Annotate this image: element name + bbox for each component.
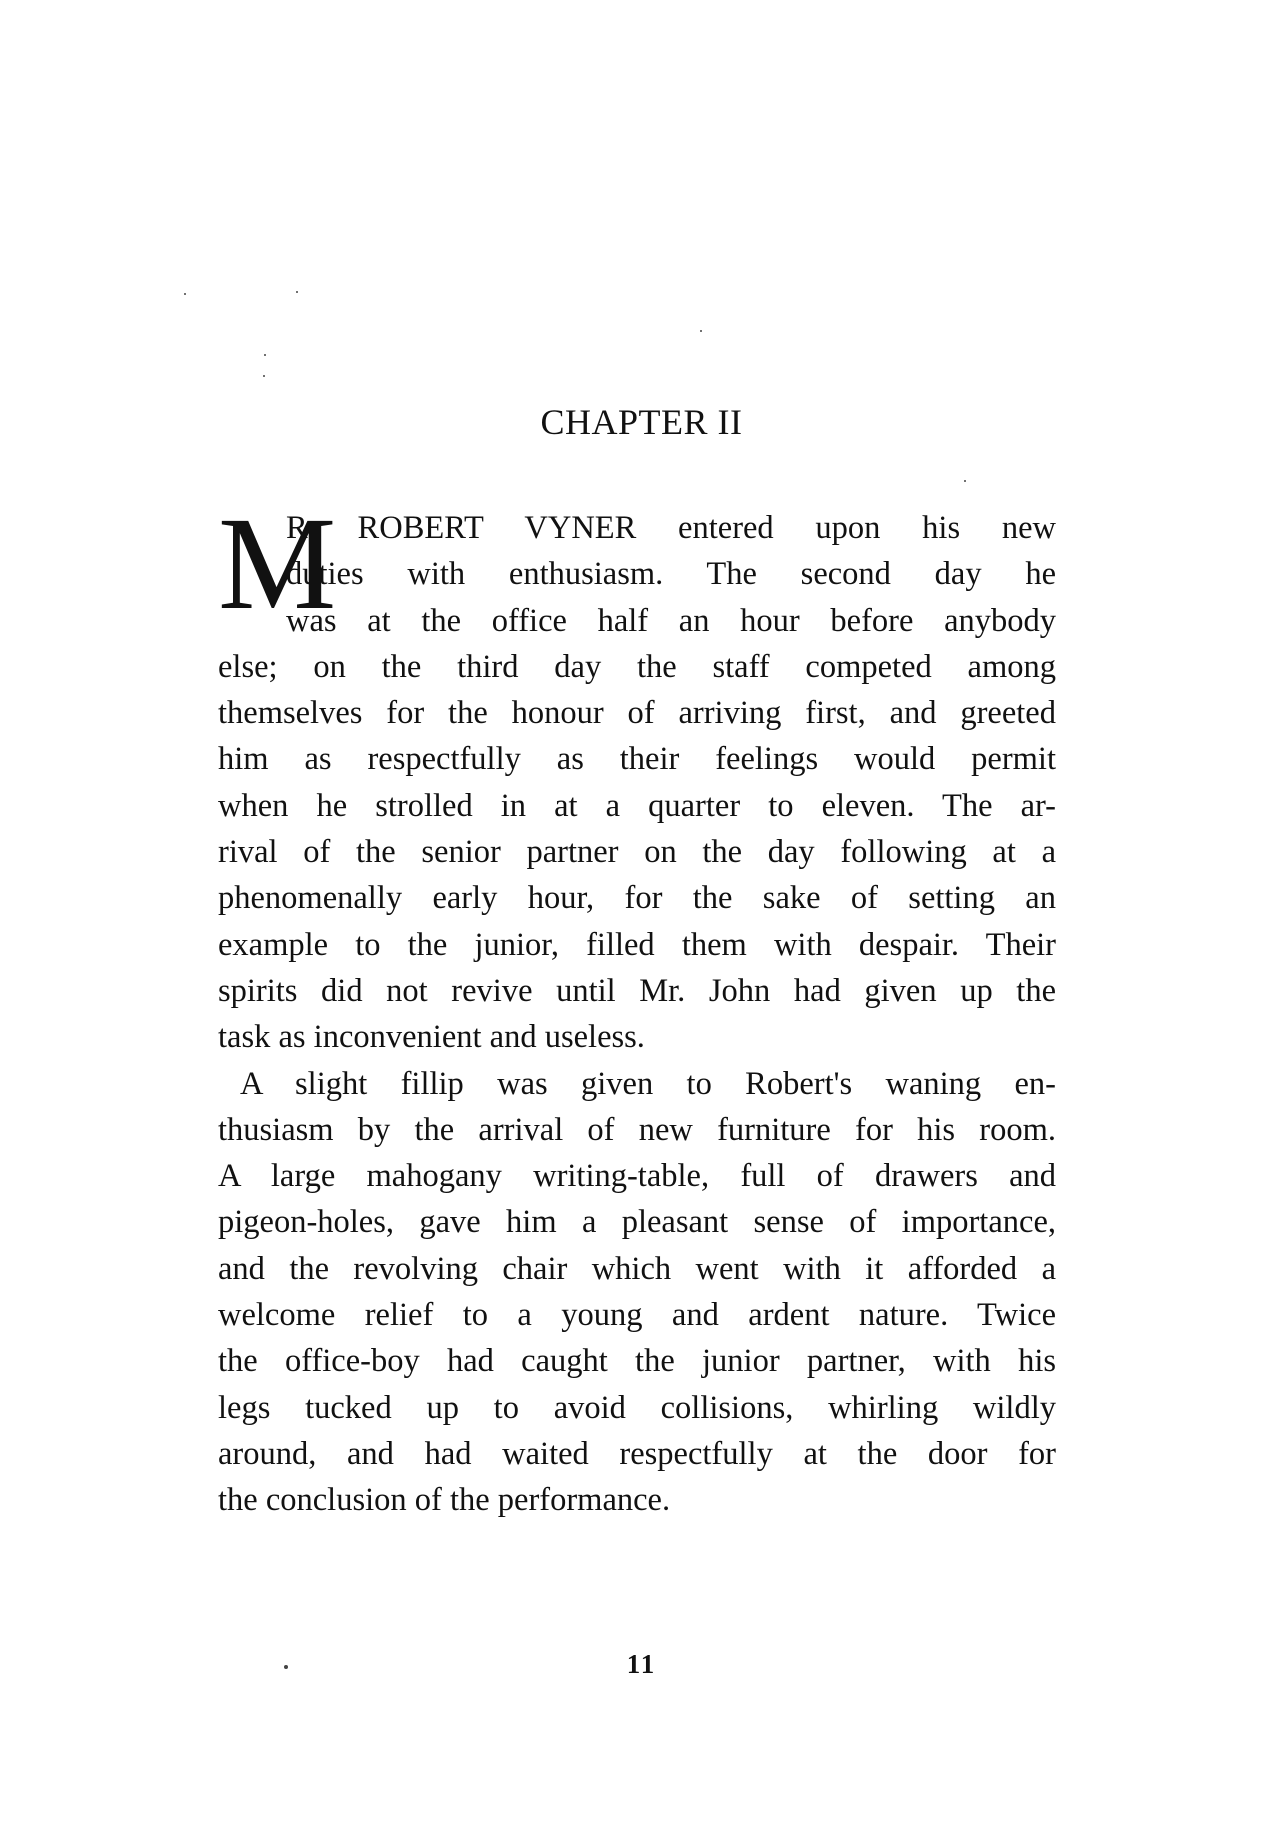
paragraph-2-line: thusiasm by the arrival of new furniture for his room. xyxy=(218,1111,1056,1148)
paragraph-1-line: duties with enthusiasm. The second day he xyxy=(286,556,1056,593)
paragraph-1-line: else; on the third day the staff competed among xyxy=(218,648,1056,685)
paragraph-2-line: A slight fillip was given to Robert's waning en- xyxy=(240,1065,1056,1102)
paragraph-1-line: spirits did not revive until Mr. John had given up the xyxy=(218,972,1056,1009)
scan-speck xyxy=(964,480,966,482)
chapter-title: CHAPTER II xyxy=(540,402,743,442)
scan-speck xyxy=(700,330,702,332)
paragraph-1-line: when he strolled in at a quarter to eleven. The ar- xyxy=(218,787,1056,824)
paragraph-1-line: rival of the senior partner on the day following at a xyxy=(218,834,1056,871)
drop-cap-initial: M xyxy=(218,489,337,637)
paragraph-1-line: task as inconvenient and useless. xyxy=(218,1019,645,1056)
scan-speck xyxy=(264,354,266,356)
page-number: 11 xyxy=(626,1649,657,1679)
paragraph-2-line: legs tucked up to avoid collisions, whirling wildly xyxy=(218,1389,1056,1426)
paragraph-1-line: phenomenally early hour, for the sake of setting an xyxy=(218,880,1056,917)
paragraph-2-line: pigeon-holes, gave him a pleasant sense of importance, xyxy=(218,1204,1056,1241)
paragraph-1-line: example to the junior, filled them with despair. Their xyxy=(218,926,1056,963)
paragraph-1-line: themselves for the honour of arriving first, and greeted xyxy=(218,695,1056,732)
paragraph-1-line: was at the office half an hour before anybody xyxy=(286,602,1056,639)
paragraph-2-line: the office-boy had caught the junior partner, with his xyxy=(218,1343,1056,1380)
scan-speck xyxy=(263,375,265,377)
scan-speck xyxy=(296,291,298,293)
paragraph-2-line: and the revolving chair which went with it afforded a xyxy=(218,1250,1056,1287)
paragraph-2-line: around, and had waited respectfully at the door for xyxy=(218,1435,1056,1472)
paragraph-1-line: him as respectfully as their feelings would permit xyxy=(218,741,1056,778)
paragraph-2-line: A large mahogany writing-table, full of drawers and xyxy=(218,1158,1056,1195)
paragraph-2-line: the conclusion of the performance. xyxy=(218,1482,671,1519)
scan-speck xyxy=(184,293,186,295)
paragraph-1-line: R. ROBERT VYNER entered upon his new xyxy=(286,510,1056,546)
paragraph-2-line: welcome relief to a young and ardent nature. Twice xyxy=(218,1297,1056,1334)
chapter-body xyxy=(218,489,1056,1524)
